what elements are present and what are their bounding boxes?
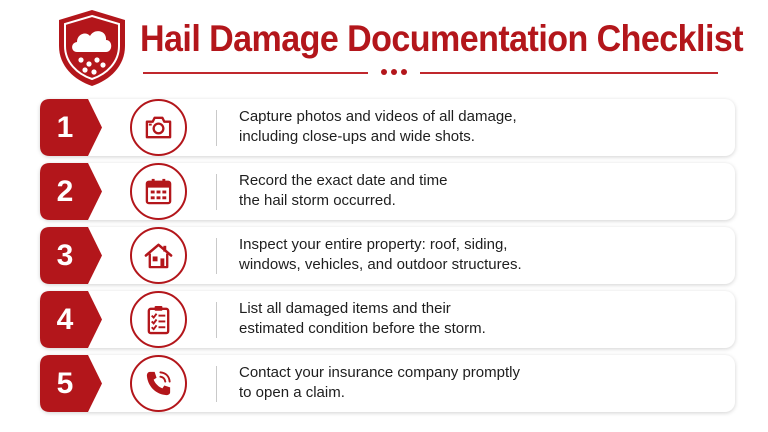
separator	[216, 110, 217, 146]
checklist-item-4	[40, 291, 735, 348]
item-text-line-2: estimated condition before the storm.	[239, 320, 486, 337]
icon-circle	[130, 99, 187, 156]
camera-icon	[143, 112, 174, 143]
step-number: 3	[56, 239, 74, 272]
separator	[216, 302, 217, 338]
step-number: 4	[56, 303, 74, 336]
divider-dots	[381, 69, 411, 77]
calendar-icon	[143, 176, 174, 207]
separator	[216, 238, 217, 274]
item-text	[239, 299, 719, 339]
item-text-line-1: Capture photos and videos of all damage,	[239, 108, 517, 125]
page-title: Hail Damage Documentation Checklist	[140, 18, 744, 59]
house-icon	[143, 240, 174, 271]
clipboard-checklist-icon	[143, 304, 174, 335]
step-number: 5	[56, 367, 74, 400]
item-text-line-1: Contact your insurance company promptly	[239, 364, 520, 381]
item-text	[239, 171, 719, 211]
checklist-item-2	[40, 163, 735, 220]
header	[0, 0, 768, 90]
item-text-line-2: the hail storm occurred.	[239, 192, 396, 209]
title-divider-right	[420, 72, 718, 74]
step-number: 1	[56, 111, 74, 144]
checklist-item-5	[40, 355, 735, 412]
item-text	[239, 363, 719, 403]
item-text	[239, 107, 719, 147]
item-text-line-2: including close-ups and wide shots.	[239, 128, 475, 145]
checklist-item-1	[40, 99, 735, 156]
title-divider-left	[143, 72, 368, 74]
item-text-line-1: Inspect your entire property: roof, siding,	[239, 236, 508, 253]
step-number: 2	[56, 175, 74, 208]
separator	[216, 174, 217, 210]
item-text	[239, 235, 719, 275]
icon-circle	[130, 227, 187, 284]
item-text-line-2: windows, vehicles, and outdoor structures.	[239, 256, 522, 273]
item-text-line-1: List all damaged items and their	[239, 300, 451, 317]
shield-hail-logo-icon	[55, 8, 129, 88]
phone-icon	[143, 368, 174, 399]
icon-circle	[130, 291, 187, 348]
item-text-line-1: Record the exact date and time	[239, 172, 448, 189]
icon-circle	[130, 163, 187, 220]
item-text-line-2: to open a claim.	[239, 384, 345, 401]
separator	[216, 366, 217, 402]
checklist-item-3	[40, 227, 735, 284]
icon-circle	[130, 355, 187, 412]
